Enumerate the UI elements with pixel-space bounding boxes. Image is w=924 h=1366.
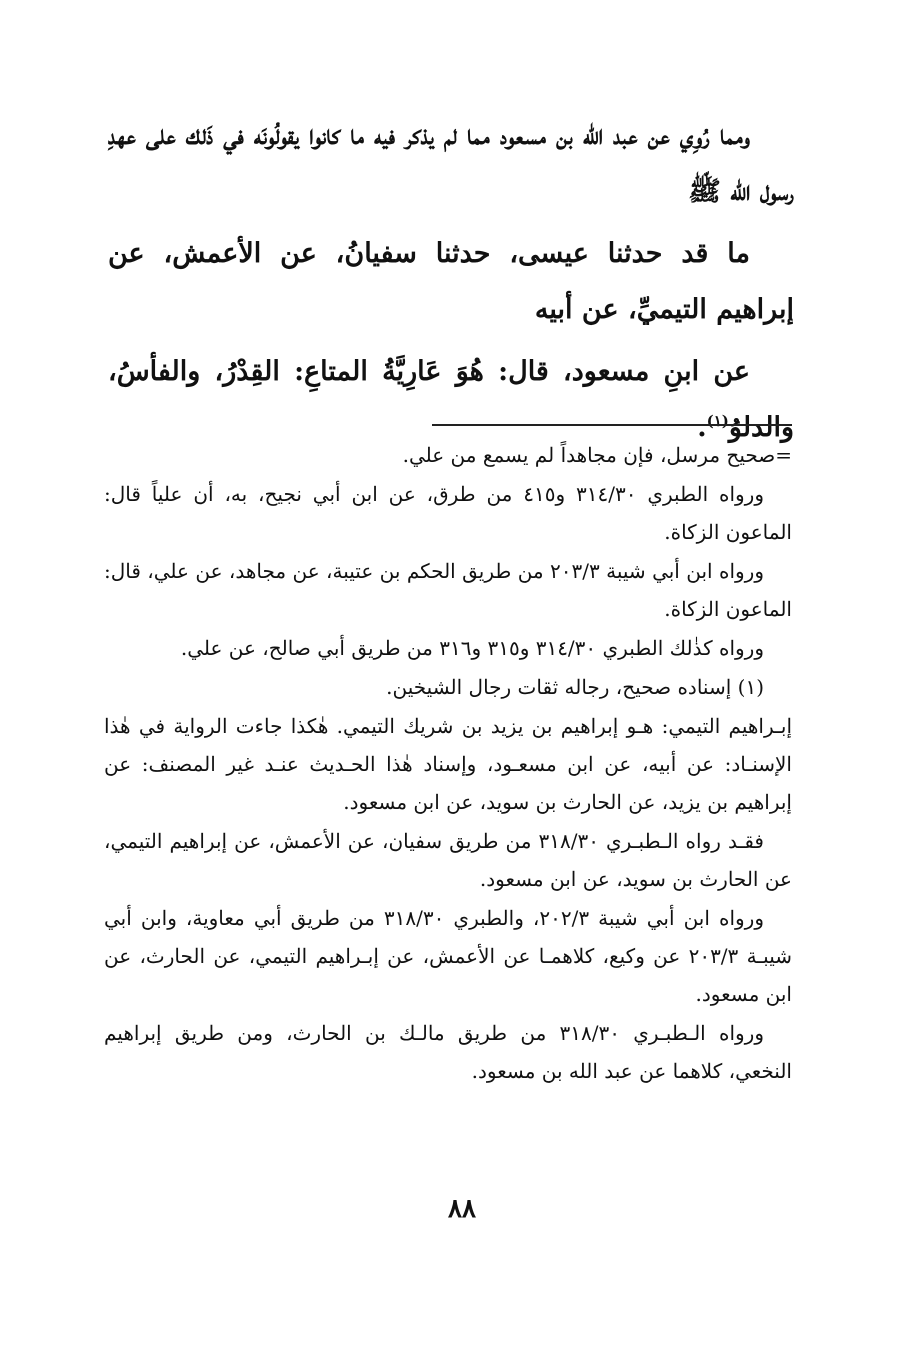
footnote-line-9: ورواه الـطبـري ٣١٨/٣٠ من طريق مالـك بن الحارث، ومن طريق إبراهيم النخعي، كلاهما عن عبد الله بن مسعود. bbox=[104, 1021, 792, 1083]
main-paragraph-3-text: عن ابنِ مسعود، قال: هُوَ عَارِيَّةُ المتاعِ: القِدْرُ، والفأسُ، والدلوُ bbox=[108, 356, 794, 443]
footnote-reference: (١) bbox=[706, 412, 729, 430]
footnote-line-6: إبـراهيم التيمي: هـو إبراهيم بن يزيد بن شريك التيمي. هٰكذا جاءت الرواية في هٰذا الإسنـاد: عن أبيه، عن ابن مسعـود، وإسناد هٰذا الحـديث عنـد غير المصنف: عن إبراهيم بن يزيد، عن الحارث بن سويد، عن ابن مسعود. bbox=[104, 714, 792, 814]
footnote-line-5: (١) إسناده صحيح، رجاله ثقات رجال الشيخين. bbox=[386, 675, 764, 699]
footnotes bbox=[104, 436, 792, 1091]
main-text bbox=[108, 108, 794, 462]
footnote-separator bbox=[432, 424, 792, 426]
footnote-line-8: ورواه ابن أبي شيبة ٢٠٢/٣، والطبري ٣١٨/٣٠ من طريق أبي معاوية، وابن أبي شيبـة ٢٠٣/٣ عن وكيع، كلاهمـا عن الأعمش، عن إبـراهيم التيمي، عن الحارث، عن ابن مسعود. bbox=[104, 906, 792, 1006]
footnote-line-4: ورواه كذٰلك الطبري ٣١٤/٣٠ و٣١٥ و٣١٦ من طريق أبي صالح، عن علي. bbox=[180, 636, 764, 660]
main-paragraph-2: ما قد حدثنا عيسى، حدثنا سفيانُ، عن الأعمش، عن إبراهيم التيميِّ، عن أبيه bbox=[108, 238, 794, 325]
footnote-line-7: فقـد رواه الـطبـري ٣١٨/٣٠ من طريق سفيان، عن الأعمش، عن إبراهيم التيمي، عن الحارث بن سويد، عن ابن مسعود. bbox=[104, 829, 792, 891]
footnote-line-3: ورواه ابن أبي شيبة ٢٠٣/٣ من طريق الحكم بن عتيبة، عن مجاهد، عن علي، قال: الماعون الزكاة. bbox=[104, 559, 792, 621]
main-paragraph-3-end: . bbox=[697, 412, 707, 443]
footnote-line-1: =صحيح مرسل، فإن مجاهداً لم يسمع من علي. bbox=[402, 443, 792, 467]
footnote-line-2: ورواه الطبري ٣١٤/٣٠ و٤١٥ من طرق، عن ابن أبي نجيح، به، أن علياً قال: الماعون الزكاة. bbox=[104, 482, 792, 544]
main-paragraph-1: ومما رُوِي عن عبد الله بن مسعود مما لم يذكر فيه ما كانوا يقولُونَه في ذَلك على عهدِ رسول الله ﷺ bbox=[108, 120, 794, 207]
page-number: ٨٨ bbox=[448, 1194, 476, 1224]
